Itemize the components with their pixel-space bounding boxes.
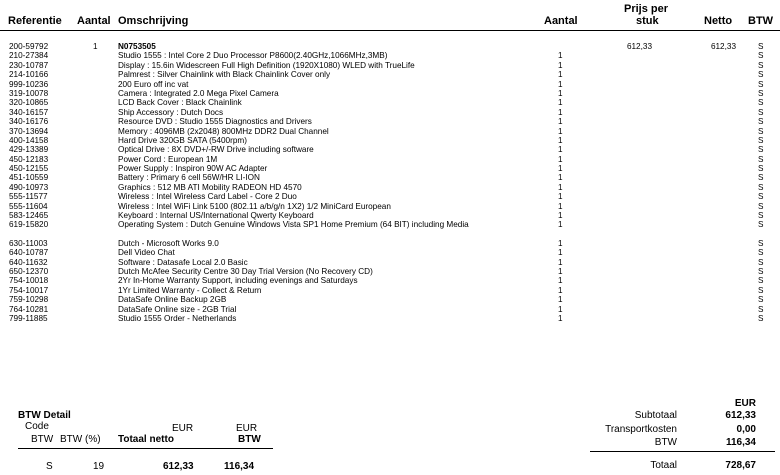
- table-row: [0, 164, 780, 173]
- line-quantity: 1: [558, 164, 563, 174]
- line-quantity: 1: [558, 182, 563, 192]
- line-btw: S: [758, 182, 764, 192]
- line-btw: S: [758, 313, 764, 323]
- line-items: [0, 42, 780, 323]
- line-description: Hard Drive 320GB SATA (5400rpm): [118, 135, 247, 145]
- line-ref: 555-11577: [9, 192, 48, 202]
- table-row: [0, 145, 780, 154]
- line-btw: S: [758, 276, 764, 286]
- table-row: [0, 220, 780, 238]
- line-description: Resource DVD : Studio 1555 Diagnostics and Drivers: [118, 117, 312, 127]
- line-description: Palmrest : Silver Chainlink with Black Chainlink Cover only: [118, 70, 331, 80]
- line-description: 200 Euro off inc vat: [118, 79, 189, 89]
- line-description: Dutch - Microsoft Works 9.0: [118, 238, 219, 248]
- line-btw: S: [758, 164, 764, 174]
- line-quantity: 1: [558, 295, 563, 305]
- col-header-netto: Netto: [704, 15, 733, 27]
- col-header-aantal: Aantal: [77, 15, 111, 27]
- line-btw: S: [758, 117, 764, 127]
- line-btw: S: [758, 248, 764, 258]
- line-btw: S: [758, 295, 764, 305]
- line-ref: 640-11632: [9, 257, 48, 267]
- line-quantity: 1: [558, 257, 563, 267]
- line-description: Battery : Primary 6 cell 56W/HR LI-ION: [118, 173, 260, 183]
- line-ref: 450-12183: [9, 154, 49, 164]
- line-btw: S: [758, 220, 764, 230]
- line-description: Dell Video Chat: [118, 248, 175, 258]
- table-row: [0, 117, 780, 126]
- line-ref: 630-11003: [9, 238, 48, 248]
- table-row: [0, 155, 780, 164]
- table-row: [0, 127, 780, 136]
- line-btw: S: [758, 79, 764, 89]
- table-row: [0, 98, 780, 107]
- line-ref: 340-16157: [9, 107, 49, 117]
- line-quantity: 1: [558, 154, 563, 164]
- line-price: 612,33: [626, 42, 652, 51]
- line-ref: 340-16176: [9, 117, 49, 127]
- line-description: Operating System : Dutch Genuine Windows Vista SP1 Home Premium (64 BIT) including Media: [118, 220, 469, 230]
- line-btw: S: [758, 88, 764, 98]
- table-row: [0, 183, 780, 192]
- line-description: 1Yr Limited Warranty - Collect & Return: [118, 285, 262, 295]
- line-btw: S: [758, 107, 764, 117]
- btw-label: BTW: [654, 437, 677, 448]
- line-quantity: 1: [558, 285, 563, 295]
- line-description: Display : 15.6in Widescreen Full High Definition (1920X1080) WLED with TrueLife: [118, 60, 415, 70]
- line-ref: 319-10078: [9, 88, 49, 98]
- line-ref: 370-13694: [9, 126, 49, 136]
- table-row: [0, 173, 780, 182]
- table-row: [0, 286, 780, 295]
- table-row: [0, 51, 780, 60]
- line-ref: 490-10973: [9, 182, 49, 192]
- btw-value: 116,34: [725, 437, 756, 448]
- line-description: 2Yr In-Home Warranty Support, including evenings and Saturdays: [118, 276, 358, 286]
- table-row: [0, 239, 780, 248]
- col-header-referentie: Referentie: [8, 15, 62, 27]
- btw-detail-pct-header: BTW (%): [60, 434, 101, 445]
- line-ref: 450-12155: [9, 164, 49, 174]
- btw-detail-btw-currency: EUR: [236, 423, 258, 434]
- line-ref: 583-12465: [9, 211, 49, 221]
- table-row: [0, 258, 780, 267]
- line-quantity: 1: [558, 51, 563, 61]
- line-btw: S: [758, 42, 764, 51]
- col-header-btw: BTW: [748, 15, 774, 27]
- line-quantity: 1: [558, 126, 563, 136]
- line-btw: S: [758, 304, 764, 314]
- line-btw: S: [758, 135, 764, 145]
- line-btw: S: [758, 201, 764, 211]
- btw-detail-rule: [18, 448, 273, 449]
- line-description: DataSafe Online size - 2GB Trial: [118, 304, 237, 314]
- line-description: Graphics : 512 MB ATI Mobility RADEON HD 4570: [118, 182, 302, 192]
- table-row: [0, 192, 780, 201]
- col-header-aantal-2: Aantal: [544, 15, 578, 27]
- line-btw: S: [758, 285, 764, 295]
- line-btw: S: [758, 51, 764, 61]
- line-ref: 400-14158: [9, 135, 49, 145]
- line-description: DataSafe Online Backup 2GB: [118, 295, 227, 305]
- table-row: [0, 248, 780, 257]
- line-quantity: 1: [558, 201, 563, 211]
- table-row: [0, 108, 780, 117]
- line-btw: S: [758, 257, 764, 267]
- line-quantity: 1: [558, 192, 563, 202]
- line-description: Software : Datasafe Local 2.0 Basic: [118, 257, 248, 267]
- subtotaal-label: Subtotaal: [634, 410, 677, 421]
- line-ref: 320-10865: [9, 98, 49, 108]
- line-description: Camera : Integrated 2.0 Mega Pixel Camera: [118, 88, 279, 98]
- line-description: Wireless : Intel Wireless Card Label - Core 2 Duo: [118, 192, 297, 202]
- table-row: [0, 305, 780, 314]
- table-row: [0, 211, 780, 220]
- line-quantity: 1: [558, 60, 563, 70]
- subtotaal-value: 612,33: [725, 410, 756, 421]
- header-rule: [0, 30, 780, 31]
- line-ref: 640-10787: [9, 248, 49, 258]
- table-row: [0, 42, 780, 51]
- line-quantity: 1: [558, 135, 563, 145]
- line-description: Keyboard : Internal US/International Qwerty Keyboard: [118, 211, 314, 221]
- totals-rule: [590, 451, 775, 452]
- line-btw: S: [758, 70, 764, 80]
- line-ref: 999-10236: [9, 79, 49, 89]
- line-description: Power Supply : Inspiron 90W AC Adapter: [118, 164, 268, 174]
- line-quantity: 1: [558, 238, 563, 248]
- line-btw: S: [758, 173, 764, 183]
- line-quantity: 1: [558, 79, 563, 89]
- line-quantity: 1: [558, 266, 563, 276]
- btw-detail-netto-currency: EUR: [172, 423, 194, 434]
- line-ref: 759-10298: [9, 295, 49, 305]
- line-quantity: 1: [558, 211, 563, 221]
- line-description: Dutch McAfee Security Centre 30 Day Trial Version (No Recovery CD): [118, 266, 373, 276]
- line-ref: 210-27384: [9, 51, 49, 61]
- line-btw: S: [758, 266, 764, 276]
- col-header-omschrijving: Omschrijving: [118, 15, 189, 27]
- line-quantity: 1: [558, 276, 563, 286]
- col-header-prijs-per: Prijs per: [624, 3, 669, 15]
- line-quantity: 1: [558, 220, 563, 230]
- table-row: [0, 61, 780, 70]
- line-btw: S: [758, 192, 764, 202]
- line-aantal: 1: [93, 42, 98, 51]
- table-row: [0, 202, 780, 211]
- table-row: [0, 314, 780, 323]
- btw-detail-netto-header: Totaal netto: [118, 434, 174, 445]
- line-ref: 230-10787: [9, 60, 49, 70]
- line-quantity: 1: [558, 304, 563, 314]
- transportkosten-label: Transportkosten: [605, 424, 677, 435]
- btw-detail-row-code: S: [46, 461, 53, 472]
- line-ref: 754-10017: [9, 285, 49, 295]
- btw-detail-code-header: Code: [25, 421, 49, 432]
- line-description: LCD Back Cover : Black Chainlink: [118, 98, 242, 108]
- line-description: Power Cord : European 1M: [118, 154, 218, 164]
- line-ref: 799-11885: [9, 313, 48, 323]
- line-description: N0753505: [118, 42, 156, 51]
- line-quantity: 1: [558, 70, 563, 80]
- totals-currency: EUR: [734, 398, 756, 409]
- line-btw: S: [758, 60, 764, 70]
- line-btw: S: [758, 154, 764, 164]
- line-btw: S: [758, 238, 764, 248]
- line-btw: S: [758, 98, 764, 108]
- line-ref: 429-13389: [9, 145, 49, 155]
- line-btw: S: [758, 211, 764, 221]
- line-description: Studio 1555 : Intel Core 2 Duo Processor P8600(2.40GHz,1066MHz,3MB): [118, 51, 388, 61]
- btw-detail-title: BTW Detail: [18, 410, 71, 421]
- btw-detail-row-btw: 116,34: [224, 461, 255, 472]
- line-quantity: 1: [558, 248, 563, 258]
- btw-detail-btw-amount-header: BTW: [238, 434, 261, 445]
- line-description: Wireless : Intel WiFi Link 5100 (802.11 a/b/g/n 1X2) 1/2 MiniCard European: [118, 201, 391, 211]
- line-btw: S: [758, 145, 764, 155]
- btw-detail-btw-header: BTW: [31, 434, 54, 445]
- table-row: [0, 89, 780, 98]
- line-quantity: 1: [558, 117, 563, 127]
- table-row: [0, 70, 780, 79]
- line-ref: 451-10559: [9, 173, 49, 183]
- line-quantity: 1: [558, 173, 563, 183]
- line-ref: 619-15820: [9, 220, 49, 230]
- line-ref: 754-10018: [9, 276, 49, 286]
- line-quantity: 1: [558, 145, 563, 155]
- line-ref: 764-10281: [9, 304, 49, 314]
- line-btw: S: [758, 126, 764, 136]
- totaal-label: Totaal: [650, 460, 677, 471]
- btw-detail-row-netto: 612,33: [163, 461, 194, 472]
- col-header-stuk: stuk: [636, 15, 659, 27]
- table-row: [0, 276, 780, 285]
- totaal-value: 728,67: [725, 460, 756, 471]
- btw-detail-row-pct: 19: [93, 461, 105, 472]
- line-description: Optical Drive : 8X DVD+/-RW Drive including software: [118, 145, 314, 155]
- table-row: [0, 136, 780, 145]
- table-row: [0, 80, 780, 89]
- line-ref: 555-11604: [9, 201, 48, 211]
- line-quantity: 1: [558, 313, 563, 323]
- line-description: Memory : 4096MB (2x2048) 800MHz DDR2 Dual Channel: [118, 126, 329, 136]
- line-quantity: 1: [558, 88, 563, 98]
- line-description: Ship Accessory : Dutch Docs: [118, 107, 224, 117]
- line-quantity: 1: [558, 98, 563, 108]
- line-quantity: 1: [558, 107, 563, 117]
- line-description: Studio 1555 Order - Netherlands: [118, 313, 237, 323]
- line-ref: 200-59792: [9, 42, 49, 51]
- line-netto: 612,33: [710, 42, 736, 51]
- transportkosten-value: 0,00: [736, 424, 756, 435]
- table-row: [0, 295, 780, 304]
- table-row: [0, 267, 780, 276]
- line-ref: 214-10166: [9, 70, 49, 80]
- line-ref: 650-12370: [9, 266, 49, 276]
